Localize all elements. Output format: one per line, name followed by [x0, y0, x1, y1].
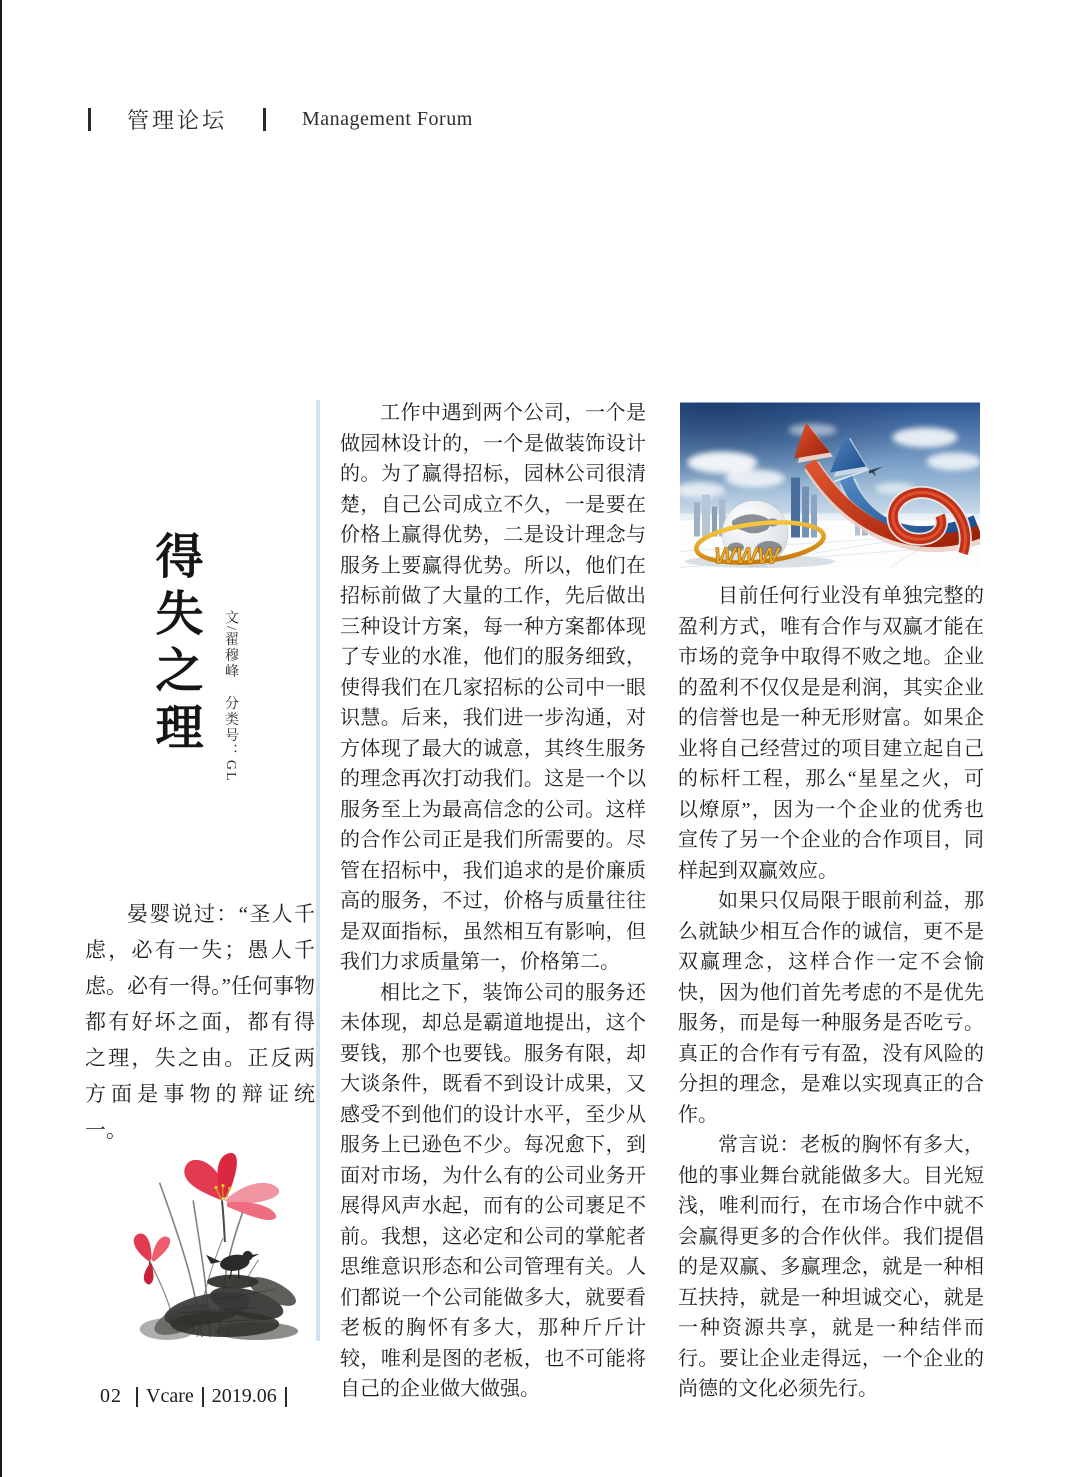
footer-bar-icon	[202, 1387, 204, 1407]
body-paragraph: 如果只仅局限于眼前利益，那么就缺少相互合作的诚信，更不是双赢理念，这样合作一定不会愉快，因为他们首先考虑的不是优先服务，而是每一种服务是否吃亏。真正的合作有亏有盈，没有风险的分担的理念，是难以实现真正的合作。	[678, 890, 984, 1126]
footer-bar-icon	[285, 1387, 287, 1407]
middle-column	[340, 398, 646, 1405]
article-title: 得失之理	[148, 531, 201, 759]
article-byline: 文/翟穆峰 分类号：GL	[223, 610, 238, 783]
body-paragraph: 相比之下，装饰公司的服务还未体现，却总是霸道地提出，这个要钱，那个也要钱。服务有限，却大谈条件，既看不到设计成果，又感受不到他们的设计水平，至少从服务上已逊色不少。每况愈下，到面对市场，为什么有的公司业务开展得风声水起，而有的公司裹足不前。我想，这必定和公司的掌舵者思维意识形态和公司管理有关。人们都说一个公司能做多大，就要看老板的胸怀有多大，那种斤斤计较，唯利是图的老板，也不可能将自己的企业做大做强。	[340, 981, 646, 1400]
footer-bar-icon	[136, 1387, 138, 1407]
section-title-en: Management Forum	[302, 107, 473, 130]
www-label: WWW	[714, 542, 780, 568]
right-column	[678, 398, 984, 1405]
body-paragraph: 目前任何行业没有单独完整的盈利方式，唯有合作与双赢才能在市场的竞争中取得不败之地。企业的盈利不仅仅是是利润，其实企业的信誉也是一种无形财富。如果企业将自己经营过的项目建立起自己的标杆工程，那么“星星之火，可以燎原”，因为一个企业的优秀也宣传了另一个企业的合作项目，同样起到双赢效应。	[678, 585, 984, 882]
bird-icon	[206, 1251, 259, 1289]
header-bar-icon	[88, 108, 91, 131]
column-divider	[316, 400, 320, 1341]
magazine-brand: Vcare	[146, 1385, 194, 1407]
page-footer	[100, 1385, 295, 1408]
red-flower-large	[184, 1153, 279, 1220]
issue-date: 2019.06	[211, 1385, 277, 1407]
body-paragraph: 工作中遇到两个公司，一个是做园林设计的，一个是做装饰设计的。为了赢得招标，园林公司很清楚，自己公司成立不久，一是要在价格上赢得优势，二是设计理念与服务上要赢得优势。所以，他们在招标前做了大量的工作，先后做出三种设计方案，每一种方案都体现了专业的水准，他们的服务细致，使得我们在几家招标的公司中一眼识慧。后来，我们进一步沟通，对方体现了最大的诚意，其终生服务的理念再次打动我们。这是一个以服务至上为最高信念的公司。这样的合作公司正是我们所需要的。尽管在招标中，我们追求的是价廉质高的服务，不过，价格与质量往往是双面指标，虽然相互有影响，但我们力求质量第一，价格第二。	[340, 402, 646, 973]
page-edge-line	[0, 0, 2, 1477]
section-title-cn: 管理论坛	[127, 107, 228, 133]
section-header	[88, 104, 473, 134]
ink-flower-painting	[108, 1143, 316, 1341]
growth-arrows-illustration	[680, 402, 980, 568]
body-paragraph: 常言说：老板的胸怀有多大，他的事业舞台就能做多大。目光短浅，唯利而行，在市场合作中就不会赢得更多的合作伙伴。我们提倡的是双赢、多赢理念，就是一种相互扶持，就是一种坦诚交心，就是一种资源共享，就是一种结伴而行。要让企业走得远，一个企业的尚德的文化必须先行。	[678, 1134, 984, 1400]
intro-paragraph: 晏婴说过：“圣人千虑，必有一失；愚人千虑。必有一得。”任何事物都有好坏之面，都有得之理，失之由。正反两方面是事物的辩证统一。	[85, 902, 315, 1142]
header-bar-icon	[263, 108, 266, 131]
red-flower-small	[134, 1233, 171, 1284]
page-number: 02	[100, 1385, 122, 1407]
